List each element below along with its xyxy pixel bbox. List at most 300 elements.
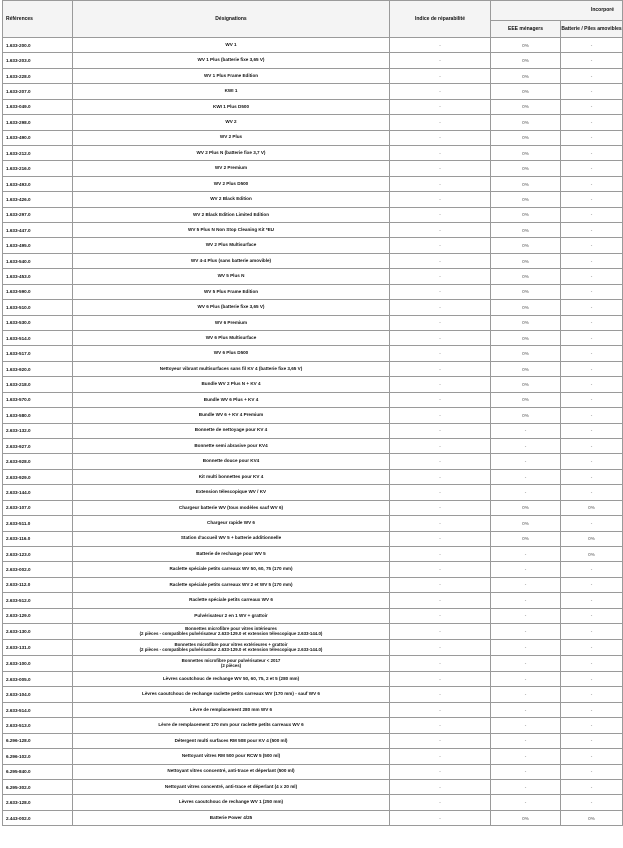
cell-reference: 1.633-207.0: [3, 84, 73, 99]
cell-removable-battery: -: [561, 562, 623, 577]
cell-removable-battery: -: [561, 593, 623, 608]
designation-line: Nettoyant vitres concentré, anti-trace et déperlant (500 ml): [167, 768, 295, 774]
cell-designation: [73, 300, 390, 315]
cell-repairability: -: [390, 68, 491, 83]
cell-designation: [73, 779, 390, 794]
cell-removable-battery: -: [561, 346, 623, 361]
cell-reference: 2.633-002.0: [3, 562, 73, 577]
cell-repairability: -: [390, 315, 491, 330]
cell-eee-household: 0%: [491, 223, 561, 238]
cell-removable-battery: -: [561, 672, 623, 687]
cell-repairability: -: [390, 300, 491, 315]
cell-designation: [73, 207, 390, 222]
cell-removable-battery: -: [561, 300, 623, 315]
designation-line: WV 2 Plus Multisurface: [205, 242, 257, 248]
cell-removable-battery: -: [561, 577, 623, 592]
cell-eee-household: -: [491, 702, 561, 717]
cell-reference: 1.633-490.0: [3, 130, 73, 145]
table-row: [3, 53, 623, 68]
cell-removable-battery: -: [561, 454, 623, 469]
designation-line: Nettoyant vitres RM 500 pour RCW 5 (500 ml): [181, 753, 281, 759]
designation-line: Lèvre de remplacement 280 mm WV 6: [189, 706, 273, 712]
cell-reference: 1.633-514.0: [3, 331, 73, 346]
cell-removable-battery: -: [561, 361, 623, 376]
table-row: [3, 531, 623, 546]
cell-eee-household: 0%: [491, 207, 561, 222]
cell-eee-household: -: [491, 656, 561, 672]
table-row: [3, 546, 623, 561]
table-row: [3, 300, 623, 315]
cell-eee-household: 0%: [491, 269, 561, 284]
cell-reference: 2.443-002.0: [3, 810, 73, 825]
cell-reference: 2.633-511.0: [3, 516, 73, 531]
cell-eee-household: -: [491, 733, 561, 748]
cell-designation: [73, 115, 390, 130]
designation-line: Raclette spéciale petits carreaux WV 2 et WV 5 (170 mm): [169, 581, 293, 587]
table-row: [3, 454, 623, 469]
cell-reference: 2.633-107.0: [3, 500, 73, 515]
cell-eee-household: 0%: [491, 531, 561, 546]
designation-line: Batterie Power 4/25: [209, 814, 253, 820]
cell-removable-battery: -: [561, 331, 623, 346]
cell-removable-battery: -: [561, 749, 623, 764]
cell-eee-household: 0%: [491, 38, 561, 53]
designation-line: Détergent multi surfaces RM 508 pour KV 4 (500 ml): [174, 737, 288, 743]
cell-reference: 1.633-216.0: [3, 161, 73, 176]
table-row: [3, 408, 623, 423]
cell-eee-household: -: [491, 438, 561, 453]
designation-line: Raclette spéciale petits carreaux WV 6: [189, 597, 273, 603]
cell-repairability: -: [390, 640, 491, 656]
cell-designation: [73, 99, 390, 114]
cell-eee-household: 0%: [491, 284, 561, 299]
header-references: Références: [3, 1, 73, 38]
cell-repairability: -: [390, 438, 491, 453]
table-row: [3, 145, 623, 160]
designation-line: Nettoyant vitres concentré, anti-trace et déperlant (4 x 20 ml): [164, 783, 298, 789]
cell-eee-household: -: [491, 469, 561, 484]
cell-designation: [73, 810, 390, 825]
table-row: [3, 284, 623, 299]
cell-repairability: -: [390, 408, 491, 423]
cell-reference: 2.633-104.0: [3, 687, 73, 702]
cell-designation: [73, 687, 390, 702]
designation-line: WV 2 Premium: [214, 165, 248, 171]
cell-removable-battery: -: [561, 207, 623, 222]
cell-designation: [73, 795, 390, 810]
cell-designation: [73, 423, 390, 438]
cell-reference: 1.633-218.0: [3, 377, 73, 392]
cell-eee-household: 0%: [491, 238, 561, 253]
table-row: [3, 469, 623, 484]
table-row: [3, 346, 623, 361]
cell-eee-household: -: [491, 687, 561, 702]
cell-eee-household: -: [491, 749, 561, 764]
table-row: [3, 516, 623, 531]
table-row: [3, 672, 623, 687]
designation-line: WV 6 Premium: [214, 319, 248, 325]
cell-repairability: -: [390, 795, 491, 810]
cell-reference: 2.633-131.0: [3, 640, 73, 656]
cell-removable-battery: 0%: [561, 810, 623, 825]
table-row: [3, 593, 623, 608]
cell-designation: [73, 331, 390, 346]
cell-removable-battery: -: [561, 485, 623, 500]
product-table: [2, 0, 623, 826]
designation-line: Bundle WV 6 + KV 4 Premium: [198, 412, 264, 418]
designation-line: Bundle WV 6 Plus + KV 4: [203, 396, 259, 402]
cell-removable-battery: -: [561, 392, 623, 407]
cell-designation: [73, 516, 390, 531]
designation-line: WV 2 Black Edition Limited Edition: [192, 211, 270, 217]
designation-line: KWI 1 Plus D500: [213, 103, 249, 109]
cell-repairability: -: [390, 485, 491, 500]
cell-repairability: -: [390, 145, 491, 160]
cell-removable-battery: -: [561, 764, 623, 779]
cell-repairability: -: [390, 161, 491, 176]
cell-designation: [73, 531, 390, 546]
cell-eee-household: 0%: [491, 392, 561, 407]
cell-removable-battery: -: [561, 315, 623, 330]
designation-line: Chargeur rapide WV 6: [207, 519, 255, 525]
cell-removable-battery: -: [561, 469, 623, 484]
designation-line: WV 5 Plus Frame Edition: [203, 288, 259, 294]
designation-line: WV 6 Plus D500: [213, 350, 249, 356]
cell-removable-battery: -: [561, 702, 623, 717]
designation-line: Bonnettes microfibre pour vitres intérieures: [185, 626, 277, 632]
table-row: [3, 38, 623, 53]
cell-reference: 2.633-005.0: [3, 672, 73, 687]
table-row: [3, 192, 623, 207]
cell-reference: 6.296-128.0: [3, 733, 73, 748]
cell-repairability: -: [390, 130, 491, 145]
cell-designation: [73, 269, 390, 284]
cell-removable-battery: -: [561, 223, 623, 238]
cell-repairability: -: [390, 577, 491, 592]
cell-reference: 6.296-102.0: [3, 749, 73, 764]
cell-repairability: -: [390, 764, 491, 779]
cell-eee-household: -: [491, 562, 561, 577]
table-row: [3, 68, 623, 83]
cell-reference: 1.633-453.0: [3, 269, 73, 284]
cell-eee-household: -: [491, 672, 561, 687]
cell-reference: 2.633-116.0: [3, 531, 73, 546]
table-row: [3, 577, 623, 592]
designation-line: (2 pièces - compatibles pulvérisateur 2.633-129.0 et extension télescopique 2.633-144.0): [139, 646, 323, 652]
header-removable-battery: Batterie / Piles amovibles: [561, 21, 623, 38]
table-row: [3, 207, 623, 222]
designation-line: Bonnette douce pour KV4: [202, 458, 260, 464]
cell-removable-battery: -: [561, 438, 623, 453]
cell-reference: 1.633-920.0: [3, 361, 73, 376]
cell-removable-battery: -: [561, 377, 623, 392]
cell-removable-battery: -: [561, 68, 623, 83]
cell-removable-battery: -: [561, 733, 623, 748]
cell-repairability: -: [390, 810, 491, 825]
designation-line: WV 5 Plus N Non Stop Cleaning Kit *EU: [187, 226, 274, 232]
cell-designation: [73, 640, 390, 656]
cell-repairability: -: [390, 361, 491, 376]
cell-designation: [73, 161, 390, 176]
cell-eee-household: 0%: [491, 192, 561, 207]
cell-reference: 1.633-493.0: [3, 176, 73, 191]
cell-designation: [73, 608, 390, 623]
cell-reference: 2.633-123.0: [3, 546, 73, 561]
cell-repairability: -: [390, 469, 491, 484]
designation-line: Chargeur batterie WV (tous modèles sauf WV 6): [178, 504, 284, 510]
table-row: [3, 377, 623, 392]
cell-eee-household: 0%: [491, 176, 561, 191]
table-row: [3, 779, 623, 794]
cell-repairability: -: [390, 608, 491, 623]
cell-eee-household: -: [491, 485, 561, 500]
table-row: [3, 562, 623, 577]
table-header: [3, 1, 623, 38]
cell-reference: 1.633-510.0: [3, 300, 73, 315]
header-repairability-index: Indice de réparabilité: [390, 1, 491, 38]
cell-reference: 6.295-302.0: [3, 779, 73, 794]
designation-line: Station d'accueil WV 5 + batterie additionnelle: [180, 535, 282, 541]
cell-reference: 1.633-530.0: [3, 315, 73, 330]
cell-eee-household: 0%: [491, 145, 561, 160]
cell-reference: 1.633-517.0: [3, 346, 73, 361]
designation-line: Lèvres caoutchouc de rechange WV 1 (250 mm): [178, 799, 284, 805]
cell-removable-battery: -: [561, 624, 623, 640]
cell-reference: 1.633-298.0: [3, 115, 73, 130]
table-row: [3, 84, 623, 99]
cell-reference: 1.633-212.0: [3, 145, 73, 160]
cell-designation: [73, 562, 390, 577]
cell-designation: [73, 315, 390, 330]
cell-reference: 2.633-128.0: [3, 795, 73, 810]
designation-line: WV 4-4 Plus (sans batterie amovible): [190, 257, 272, 263]
cell-repairability: -: [390, 392, 491, 407]
cell-designation: [73, 469, 390, 484]
cell-eee-household: 0%: [491, 99, 561, 114]
cell-eee-household: -: [491, 593, 561, 608]
cell-eee-household: 0%: [491, 161, 561, 176]
cell-eee-household: -: [491, 454, 561, 469]
cell-reference: 2.633-132.0: [3, 423, 73, 438]
cell-removable-battery: -: [561, 238, 623, 253]
cell-reference: 1.633-426.0: [3, 192, 73, 207]
cell-eee-household: -: [491, 795, 561, 810]
table-row: [3, 223, 623, 238]
cell-designation: [73, 392, 390, 407]
cell-designation: [73, 672, 390, 687]
designation-line: WV 2 Plus D500: [213, 180, 249, 186]
cell-designation: [73, 145, 390, 160]
cell-repairability: -: [390, 99, 491, 114]
designation-line: WV 6 Plus Multisurface: [205, 334, 257, 340]
cell-removable-battery: -: [561, 779, 623, 794]
cell-removable-battery: -: [561, 640, 623, 656]
cell-repairability: -: [390, 733, 491, 748]
cell-reference: 1.633-203.0: [3, 53, 73, 68]
cell-repairability: -: [390, 192, 491, 207]
cell-removable-battery: -: [561, 145, 623, 160]
cell-repairability: -: [390, 702, 491, 717]
cell-repairability: -: [390, 531, 491, 546]
cell-removable-battery: 0%: [561, 500, 623, 515]
table-row: [3, 115, 623, 130]
cell-designation: [73, 454, 390, 469]
table-row: [3, 238, 623, 253]
cell-eee-household: -: [491, 546, 561, 561]
cell-designation: [73, 377, 390, 392]
designation-line: Lèvres caoutchouc de rechange WV 50, 60, 75, 2 et 5 (280 mm): [162, 675, 300, 681]
cell-eee-household: -: [491, 640, 561, 656]
cell-eee-household: 0%: [491, 361, 561, 376]
cell-eee-household: 0%: [491, 810, 561, 825]
cell-designation: [73, 68, 390, 83]
table-row: [3, 795, 623, 810]
cell-reference: 1.633-540.0: [3, 253, 73, 268]
cell-repairability: -: [390, 546, 491, 561]
designation-line: WV 5 Plus N: [217, 273, 245, 279]
cell-removable-battery: -: [561, 130, 623, 145]
cell-reference: 2.633-927.0: [3, 438, 73, 453]
cell-removable-battery: -: [561, 38, 623, 53]
cell-reference: 1.633-447.0: [3, 223, 73, 238]
cell-designation: [73, 438, 390, 453]
cell-designation: [73, 130, 390, 145]
header-incorporated: Incorporé: [491, 1, 623, 21]
cell-removable-battery: -: [561, 99, 623, 114]
table-row: [3, 331, 623, 346]
table-row: [3, 718, 623, 733]
table-row: [3, 253, 623, 268]
cell-reference: 6.295-840.0: [3, 764, 73, 779]
designation-line: Lèvres caoutchouc de rechange raclette petits carreaux WV (170 mm) - sauf WV 6: [142, 691, 320, 697]
table-row: [3, 99, 623, 114]
cell-repairability: -: [390, 779, 491, 794]
table-row: [3, 656, 623, 672]
cell-reference: 1.633-297.0: [3, 207, 73, 222]
cell-eee-household: 0%: [491, 516, 561, 531]
table-row: [3, 733, 623, 748]
cell-reference: 1.633-228.0: [3, 68, 73, 83]
cell-repairability: -: [390, 624, 491, 640]
cell-removable-battery: -: [561, 795, 623, 810]
table-row: [3, 161, 623, 176]
cell-repairability: -: [390, 176, 491, 191]
table-row: [3, 392, 623, 407]
designation-line: Bonnettes microfibre pour pulvérisateur < 2017: [181, 658, 281, 664]
cell-designation: [73, 749, 390, 764]
table-row: [3, 485, 623, 500]
cell-designation: [73, 764, 390, 779]
cell-removable-battery: -: [561, 176, 623, 191]
cell-removable-battery: -: [561, 408, 623, 423]
cell-reference: 1.633-200.0: [3, 38, 73, 53]
cell-reference: 2.633-928.0: [3, 454, 73, 469]
cell-repairability: -: [390, 284, 491, 299]
cell-reference: 2.633-514.0: [3, 702, 73, 717]
cell-repairability: -: [390, 238, 491, 253]
table-row: [3, 315, 623, 330]
cell-designation: [73, 346, 390, 361]
cell-reference: 2.633-130.0: [3, 624, 73, 640]
cell-repairability: -: [390, 253, 491, 268]
cell-eee-household: -: [491, 779, 561, 794]
designation-line: Pulvérisateur 2 en 1 WV + grattoir: [194, 612, 268, 618]
cell-repairability: -: [390, 84, 491, 99]
cell-removable-battery: -: [561, 115, 623, 130]
cell-reference: 2.633-112.0: [3, 577, 73, 592]
cell-repairability: -: [390, 687, 491, 702]
table-row: [3, 176, 623, 191]
header-eee-household: EEE ménagers: [491, 21, 561, 38]
cell-repairability: -: [390, 423, 491, 438]
cell-removable-battery: -: [561, 687, 623, 702]
cell-repairability: -: [390, 516, 491, 531]
cell-reference: 2.633-100.0: [3, 656, 73, 672]
designation-line: WV 1 Plus Frame Edition: [203, 72, 259, 78]
cell-repairability: -: [390, 115, 491, 130]
cell-designation: [73, 238, 390, 253]
cell-eee-household: -: [491, 624, 561, 640]
table-row: [3, 269, 623, 284]
cell-reference: 1.633-495.0: [3, 238, 73, 253]
cell-reference: 2.633-512.0: [3, 593, 73, 608]
table-row: [3, 361, 623, 376]
table-row: [3, 764, 623, 779]
cell-removable-battery: -: [561, 269, 623, 284]
cell-eee-household: -: [491, 764, 561, 779]
cell-eee-household: -: [491, 608, 561, 623]
cell-eee-household: -: [491, 577, 561, 592]
cell-repairability: -: [390, 223, 491, 238]
cell-reference: 1.633-590.0: [3, 284, 73, 299]
cell-designation: [73, 176, 390, 191]
designation-line: Lèvre de remplacement 170 mm pour raclette petits carreaux WV 6: [158, 722, 304, 728]
cell-removable-battery: -: [561, 284, 623, 299]
cell-repairability: -: [390, 377, 491, 392]
cell-reference: 2.633-513.0: [3, 718, 73, 733]
designation-line: Bundle WV 2 Plus N + KV 4: [201, 381, 261, 387]
cell-eee-household: 0%: [491, 253, 561, 268]
designation-line: WV 2 Black Edition: [210, 196, 252, 202]
cell-removable-battery: -: [561, 253, 623, 268]
cell-eee-household: 0%: [491, 68, 561, 83]
cell-repairability: -: [390, 454, 491, 469]
designation-line: Nettoyeur vibrant multisurfaces sans fil KV 4 (batterie fixe 3,65 V): [159, 365, 303, 371]
table-row: [3, 423, 623, 438]
cell-removable-battery: -: [561, 423, 623, 438]
cell-designation: [73, 38, 390, 53]
cell-designation: [73, 84, 390, 99]
cell-removable-battery: -: [561, 161, 623, 176]
designation-line: WV 6 Plus (batterie fixe 3,65 V): [197, 304, 265, 310]
cell-repairability: -: [390, 656, 491, 672]
designation-line: WV 1 Plus (batterie fixe 3,65 V): [197, 57, 265, 63]
table-row: [3, 438, 623, 453]
cell-designation: [73, 284, 390, 299]
cell-eee-household: 0%: [491, 377, 561, 392]
table-body: [3, 38, 623, 826]
designation-line: KWI 1: [224, 88, 238, 94]
designation-line: Bonnette de nettoyage pour KV 4: [194, 427, 268, 433]
designation-line: Batterie de rechange pour WV 5: [196, 550, 266, 556]
cell-reference: 1.633-570.0: [3, 392, 73, 407]
cell-repairability: -: [390, 593, 491, 608]
cell-eee-household: 0%: [491, 84, 561, 99]
cell-designation: [73, 593, 390, 608]
cell-eee-household: 0%: [491, 331, 561, 346]
cell-repairability: -: [390, 672, 491, 687]
designation-line: (2 pièces - compatibles pulvérisateur 2.633-129.0 et extension télescopique 2.633-144.0): [139, 630, 323, 636]
